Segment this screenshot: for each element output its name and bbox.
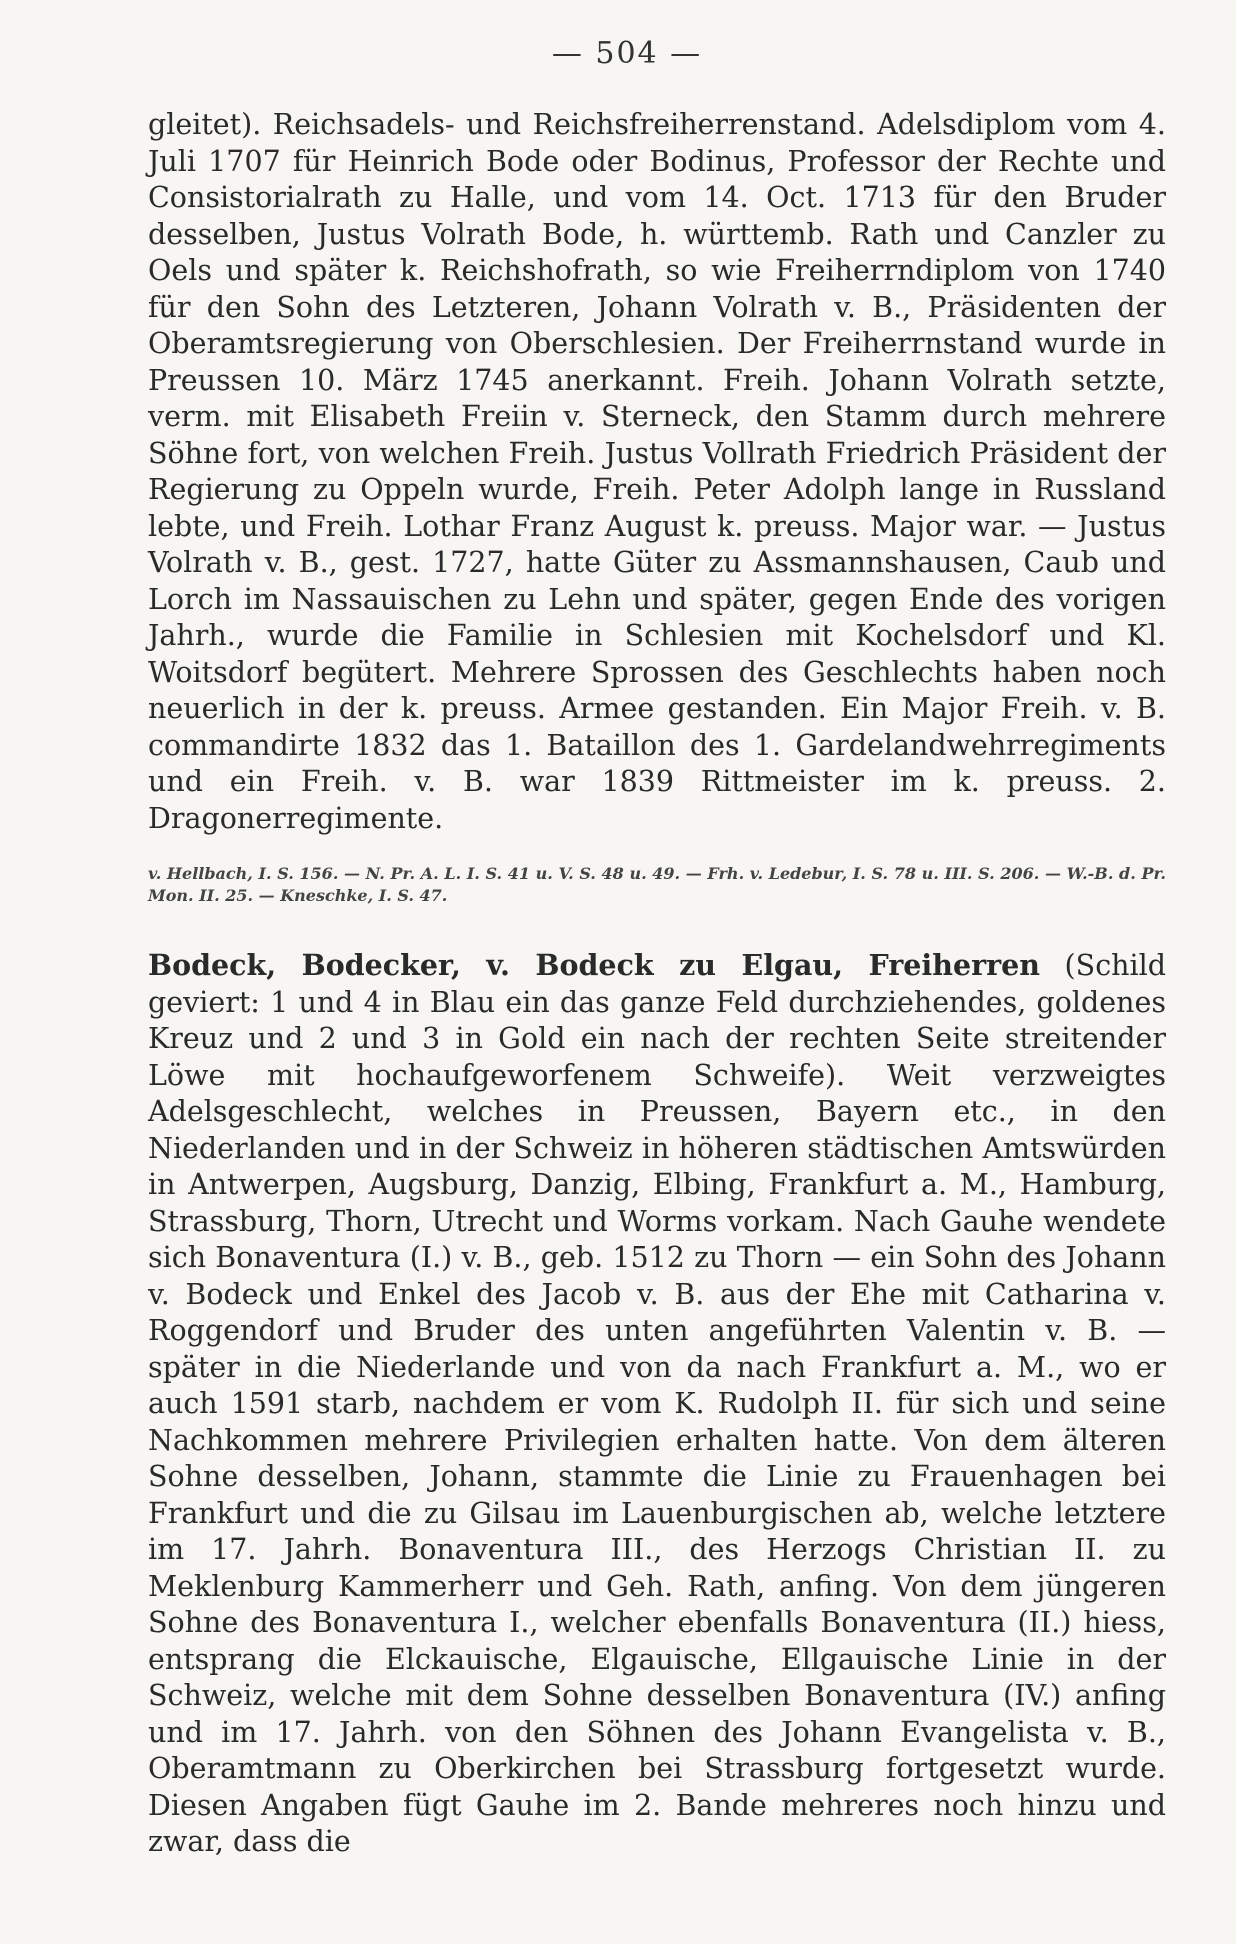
paragraph-bodeck-family: (Schild geviert: 1 und 4 in Blau ein das ganze Feld durchziehendes, goldenes Kreuz und 2 und 3 in Gold ein nach der rechten Seite streitender Löwe mit hochaufgeworfenem Schweife). Weit verzweigtes Adelsgeschlecht, welches in Preussen, Bayern etc., in den Niederlanden und in der Schweiz in höheren städtischen Amtswürden in Antwerpen, Augsburg, Danzig, Elbing, Frankfurt a. M., Hamburg, Strassburg, Thorn, Utrecht und Worms vorkam. Nach Gauhe wendete sich Bonaventura (I.) v. B., geb. 1512 zu Thorn — ein Sohn des Johann v. Bodeck und Enkel des Jacob v. B. aus der Ehe mit Catharina v. Roggendorf und Bruder des unten angeführten Valentin v. B. — später in die Niederlande und von da nach Frankfurt a. M., wo er auch 1591 starb, nachdem er vom K. Rudolph II. für sich und seine Nachkommen mehrere Privilegien erhalten hatte. Von dem älteren Sohne desselben, Johann, stammte die Linie zu Frauenhagen bei Frankfurt und die zu Gilsau im Lauenburgischen ab, welche letztere im 17. Jahrh. Bonaventura III., des Herzogs Christian II. zu Meklenburg Kammerherr und Geh. Rath, anfing. Von dem jüngeren Sohne des Bonaventura I., welcher ebenfalls Bonaventura (II.) hiess, entsprang die Elckauische, Elgauische, Ellgauische Linie in der Schweiz, welche mit dem Sohne desselben Bonaventura (IV.) anfing und im 17. Jahrh. von den Söhnen des Johann Evangelista v. B., Oberamtmann zu Oberkirchen bei Strassburg fortgesetzt wurde. Diesen Angaben fügt Gauhe im 2. Bande mehreres noch hinzu und zwar, dass die (148, 949, 1166, 1858)
references-bode: v. Hellbach, I. S. 156. — N. Pr. A. L. I. S. 41 u. V. S. 48 u. 49. — Frh. v. Ledebur, I. S. 78 u. III. S. 206. — W.-B. d. Pr. Mon. II. 25. — Kneschke, I. S. 47. (148, 864, 1166, 905)
entry-heading-bodeck: Bodeck, Bodecker, v. Bodeck zu Elgau, Freiherren (148, 948, 1040, 982)
paragraph-bode-family: gleitet). Reichsadels- und Reichsfreiherrenstand. Adelsdiplom vom 4. Juli 1707 für Heinrich Bode oder Bodinus, Professor der Rechte und Consistorialrath zu Halle, und vom 14. Oct. 1713 für den Bruder desselben, Justus Volrath Bode, h. württemb. Rath und Canzler zu Oels und später k. Reichshofrath, so wie Freiherrndiplom von 1740 für den Sohn des Letzteren, Johann Volrath v. B., Präsidenten der Oberamtsregierung von Oberschlesien. Der Freiherrnstand wurde in Preussen 10. März 1745 anerkannt. Freih. Johann Volrath setzte, verm. mit Elisabeth Freiin v. Sterneck, den Stamm durch mehrere Söhne fort, von welchen Freih. Justus Vollrath Friedrich Präsident der Regierung zu Oppeln wurde, Freih. Peter Adolph lange in Russland lebte, und Freih. Lothar Franz August k. preuss. Major war. — Justus Volrath v. B., gest. 1727, hatte Güter zu Assmannshausen, Caub und Lorch im Nassauischen zu Lehn und später, gegen Ende des vorigen Jahrh., wurde die Familie in Schlesien mit Kochelsdorf und Kl. Woitsdorf begütert. Mehrere Sprossen des Geschlechts haben noch neuerlich in der k. preuss. Armee gestanden. Ein Major Freih. v. B. commandirte 1832 das 1. Bataillon des 1. Gardelandwehrregiments und ein Freih. v. B. war 1839 Rittmeister im k. preuss. 2. Dragonerregimente. (148, 108, 1166, 835)
entry-bodeck (148, 947, 1166, 1861)
page-number: — 504 — (551, 36, 703, 71)
